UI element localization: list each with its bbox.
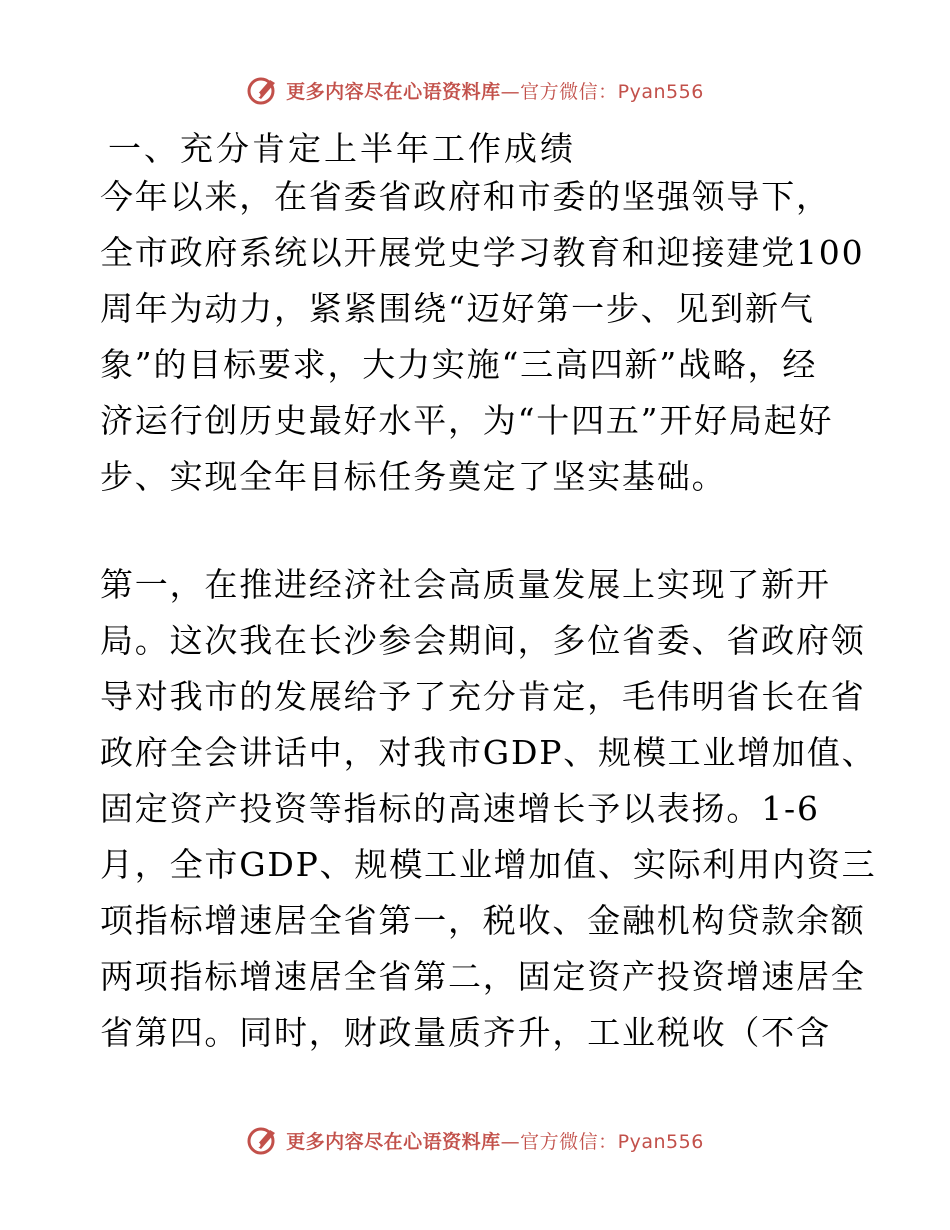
watermark-dash: — [500, 1130, 521, 1153]
pen-nib-logo-icon [246, 1124, 280, 1156]
paragraph-line: 两项指标增速居全省第二，固定资产投资增速居全 [100, 957, 866, 996]
watermark-contact-text: 官方微信：Pyan556 [520, 1130, 704, 1153]
paragraph-line: 省第四。同时，财政量质齐升，工业税收（不含 [100, 1013, 831, 1052]
paragraph-line: 导对我市的发展给予了充分肯定，毛伟明省长在省 [100, 677, 866, 716]
paragraph-line: 月，全市GDP、规模工业增加值、实际利用内资三 [100, 845, 877, 884]
paragraph-line: 步、实现全年目标任务奠定了坚实基础。 [100, 457, 727, 496]
watermark-main-text: 更多内容尽在心语资料库 [286, 80, 501, 103]
header-watermark [0, 74, 950, 106]
paragraph-line: 项指标增速居全省第一，税收、金融机构贷款余额 [100, 901, 866, 940]
paragraph-line: 济运行创历史最好水平，为“十四五”开好局起好 [100, 401, 834, 440]
section-heading: 一、充分肯定上半年工作成绩 [108, 129, 576, 168]
watermark-dash: — [500, 80, 521, 103]
paragraph-line: 全市政府系统以开展党史学习教育和迎接建党100 [100, 233, 865, 272]
footer-watermark [0, 1124, 950, 1156]
paragraph-1 [100, 169, 865, 505]
watermark-main-text: 更多内容尽在心语资料库 [286, 1130, 501, 1153]
paragraph-line: 象”的目标要求，大力实施“三高四新”战略，经 [100, 345, 818, 384]
paragraph-line: 今年以来，在省委省政府和市委的坚强领导下， [100, 177, 831, 216]
pen-nib-logo-icon [246, 74, 280, 106]
paragraph-line: 固定资产投资等指标的高速增长予以表扬。1-6 [100, 789, 820, 828]
paragraph-line: 周年为动力，紧紧围绕“迈好第一步、见到新气 [100, 289, 815, 328]
watermark-contact-text: 官方微信：Pyan556 [520, 80, 704, 103]
paragraph-2 [100, 557, 877, 1061]
paragraph-line: 第一，在推进经济社会高质量发展上实现了新开 [100, 565, 831, 604]
paragraph-line: 政府全会讲话中，对我市GDP、规模工业增加值、 [100, 733, 877, 772]
paragraph-line: 局。这次我在长沙参会期间，多位省委、省政府领 [100, 621, 866, 660]
